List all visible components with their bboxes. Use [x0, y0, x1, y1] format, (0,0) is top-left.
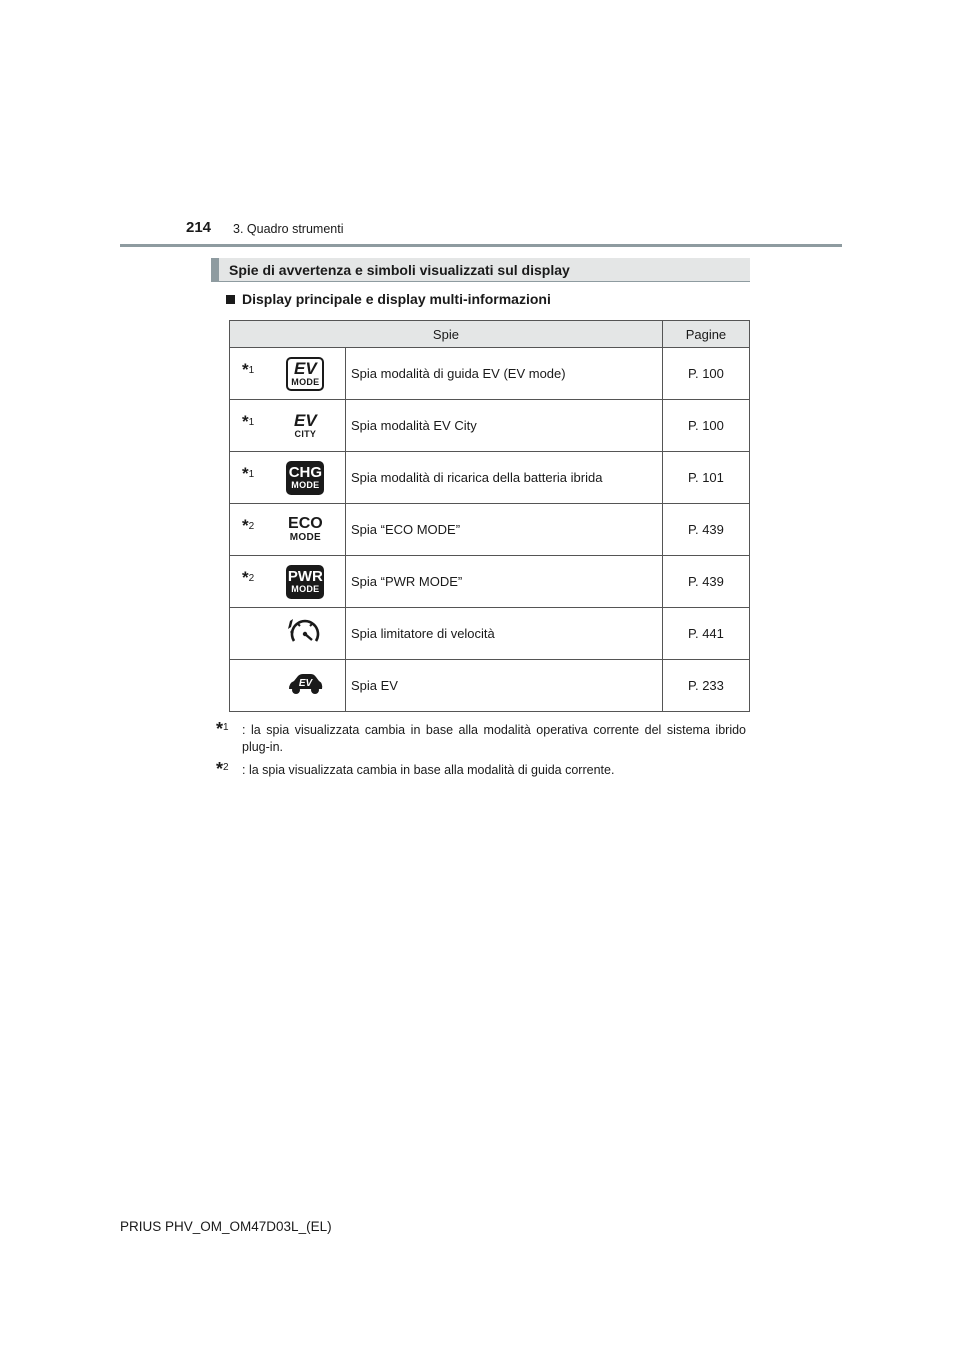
speed-limiter-indicator-icon	[285, 615, 325, 649]
indicator-description: Spia modalità EV City	[345, 400, 662, 452]
table-row	[230, 400, 750, 452]
page-reference: P. 441	[662, 608, 749, 660]
indicator-description: Spia “PWR MODE”	[345, 556, 662, 608]
indicator-description: Spia limitatore di velocità	[345, 608, 662, 660]
page-reference: P. 233	[662, 660, 749, 712]
indicator-description: Spia “ECO MODE”	[345, 504, 662, 556]
page-number: 214	[186, 219, 212, 236]
header-rule	[120, 244, 842, 247]
eco-mode-indicator-icon: ECO MODE	[288, 515, 323, 543]
footnote-text: : la spia visualizzata cambia in base alla modalità di guida corrente.	[242, 763, 615, 777]
footnote-ref: $*_1$	[242, 360, 255, 379]
header-spie: Spie	[230, 321, 663, 348]
footnote-text: : la spia visualizzata cambia in base alla modalità operativa corrente del sistema ibrido plug-in.	[242, 723, 746, 754]
section-heading-text: Spie di avvertenza e simboli visualizzati sul display	[229, 262, 570, 278]
table-row	[230, 608, 750, 660]
square-bullet-icon	[226, 295, 235, 304]
page-reference: P. 439	[662, 556, 749, 608]
table-row	[230, 452, 750, 504]
footnote-ref: $*_2$	[242, 568, 255, 587]
subsection-heading-text: Display principale e display multi-informazioni	[242, 291, 551, 307]
footnote-ref: $*_1$	[242, 464, 255, 483]
ev-mode-indicator-icon: EV MODE	[286, 357, 324, 391]
table-header-row	[230, 321, 750, 348]
page-reference: P. 101	[662, 452, 749, 504]
page-reference: P. 439	[662, 504, 749, 556]
page-reference: P. 100	[662, 400, 749, 452]
indicator-description: Spia EV	[345, 660, 662, 712]
chapter-title: 3. Quadro strumenti	[233, 222, 344, 236]
footnote-ref: $*_1$	[242, 412, 255, 431]
document-footer: PRIUS PHV_OM_OM47D03L_(EL)	[120, 1219, 332, 1234]
ev-indicator-icon	[285, 669, 325, 699]
indicator-description: Spia modalità di ricarica della batteria ibrida	[345, 452, 662, 504]
table-row	[230, 348, 750, 400]
pwr-mode-indicator-icon: PWR MODE	[286, 565, 324, 599]
table-row	[230, 660, 750, 712]
footnote	[216, 759, 746, 780]
table-row	[230, 556, 750, 608]
section-heading	[211, 258, 750, 282]
footnote-ref: $*_2$	[242, 516, 255, 535]
header-pagine: Pagine	[662, 321, 749, 348]
footnote-mark: *$^2$	[216, 759, 229, 780]
page-reference: P. 100	[662, 348, 749, 400]
ev-city-indicator-icon: EV CITY	[294, 411, 317, 439]
chg-mode-indicator-icon: CHG MODE	[286, 461, 324, 495]
subsection-heading	[226, 291, 551, 307]
footnote	[216, 719, 746, 756]
svg-text:EV: EV	[299, 678, 313, 689]
indicator-description: Spia modalità di guida EV (EV mode)	[345, 348, 662, 400]
footnote-mark: *$^1$	[216, 719, 229, 740]
footnotes	[216, 719, 746, 785]
indicator-table	[229, 320, 750, 712]
table-row	[230, 504, 750, 556]
